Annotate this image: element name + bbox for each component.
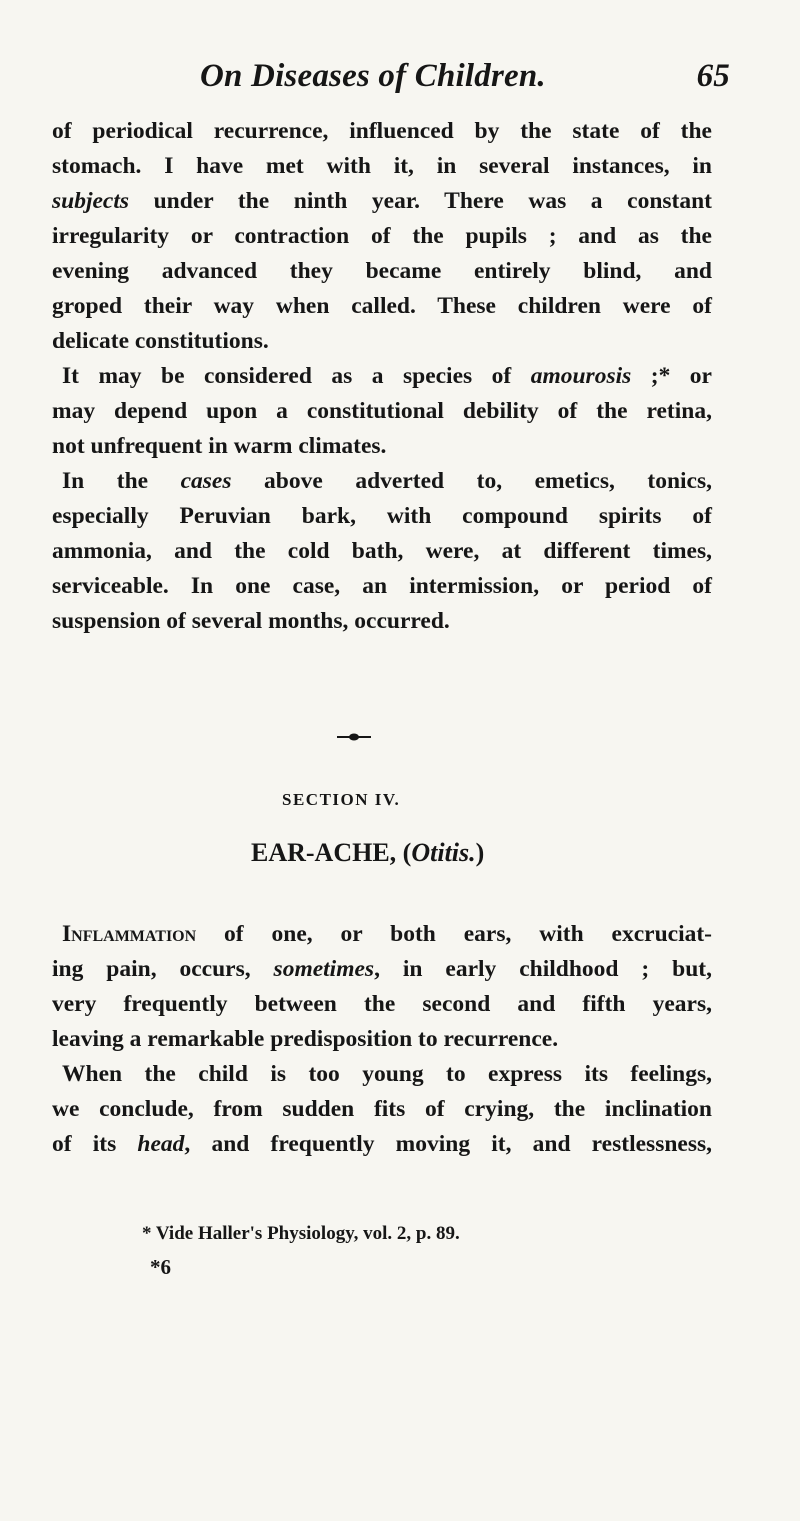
text-line: especially Peruvian bark, with compound spirits of bbox=[52, 503, 712, 529]
text-line: stomach. I have met with it, in several instances, in bbox=[52, 153, 712, 179]
text-span: of one, or both ears, with excruciat- bbox=[196, 921, 712, 947]
text-line: delicate constitutions. bbox=[52, 328, 269, 354]
section-heading bbox=[251, 838, 484, 868]
text-span: under the ninth year. There was a constant bbox=[129, 188, 712, 214]
emphasis-text: cases bbox=[180, 468, 232, 494]
paragraph-4 bbox=[52, 917, 712, 1057]
text-line: groped their way when called. These children were of bbox=[52, 293, 712, 319]
section-heading-main: EAR-ACHE, ( bbox=[251, 838, 412, 867]
text-line: When the child is too young to express its feelings, bbox=[62, 1061, 712, 1087]
signature-mark: *6 bbox=[150, 1255, 171, 1279]
text-line: ammonia, and the cold bath, were, at different times, bbox=[52, 538, 712, 564]
text-line: serviceable. In one case, an intermission, or period of bbox=[52, 573, 712, 599]
lead-word: Inflammation bbox=[62, 921, 197, 947]
text-line: we conclude, from sudden fits of crying, the inclination bbox=[52, 1096, 712, 1122]
text-span: , in early childhood ; but, bbox=[374, 956, 712, 982]
text-span: It may be considered as a species of bbox=[62, 363, 531, 389]
text-line bbox=[52, 952, 712, 987]
emphasis-text: subjects bbox=[52, 188, 130, 214]
text-line bbox=[52, 1127, 712, 1162]
section-label: SECTION IV. bbox=[282, 790, 401, 809]
running-head-title: On Diseases of Children. bbox=[200, 58, 546, 94]
text-line: of periodical recurrence, influenced by the state of the bbox=[52, 118, 712, 144]
text-span: ;* or bbox=[631, 363, 712, 389]
text-line: irregularity or contraction of the pupils ; and as the bbox=[52, 223, 712, 249]
footnote: * Vide Haller's Physiology, vol. 2, p. 89. bbox=[142, 1223, 460, 1244]
emphasis-text: amourosis bbox=[530, 363, 632, 389]
text-span: ing pain, occurs, bbox=[52, 956, 274, 982]
text-line: suspension of several months, occurred. bbox=[52, 608, 450, 634]
text-span: of its bbox=[52, 1131, 138, 1157]
emphasis-text: head bbox=[137, 1131, 185, 1157]
text-line: leaving a remarkable predisposition to recurrence. bbox=[52, 1026, 559, 1052]
text-span: , and frequently moving it, and restlessness, bbox=[184, 1131, 713, 1157]
text-span: above adverted to, emetics, tonics, bbox=[231, 468, 712, 494]
text-line bbox=[52, 917, 712, 952]
paragraph-5 bbox=[52, 1057, 712, 1162]
section-heading-close: ) bbox=[475, 838, 485, 867]
emphasis-text: sometimes bbox=[273, 956, 375, 982]
text-line: evening advanced they became entirely blind, and bbox=[52, 258, 712, 284]
section-heading-latin: Otitis. bbox=[411, 838, 476, 867]
text-span: In the bbox=[62, 468, 181, 494]
text-line: very frequently between the second and fifth years, bbox=[52, 991, 712, 1017]
page-number: 65 bbox=[696, 58, 730, 94]
text-line: may depend upon a constitutional debility of the retina, bbox=[52, 398, 712, 424]
text-line: not unfrequent in warm climates. bbox=[52, 433, 387, 459]
